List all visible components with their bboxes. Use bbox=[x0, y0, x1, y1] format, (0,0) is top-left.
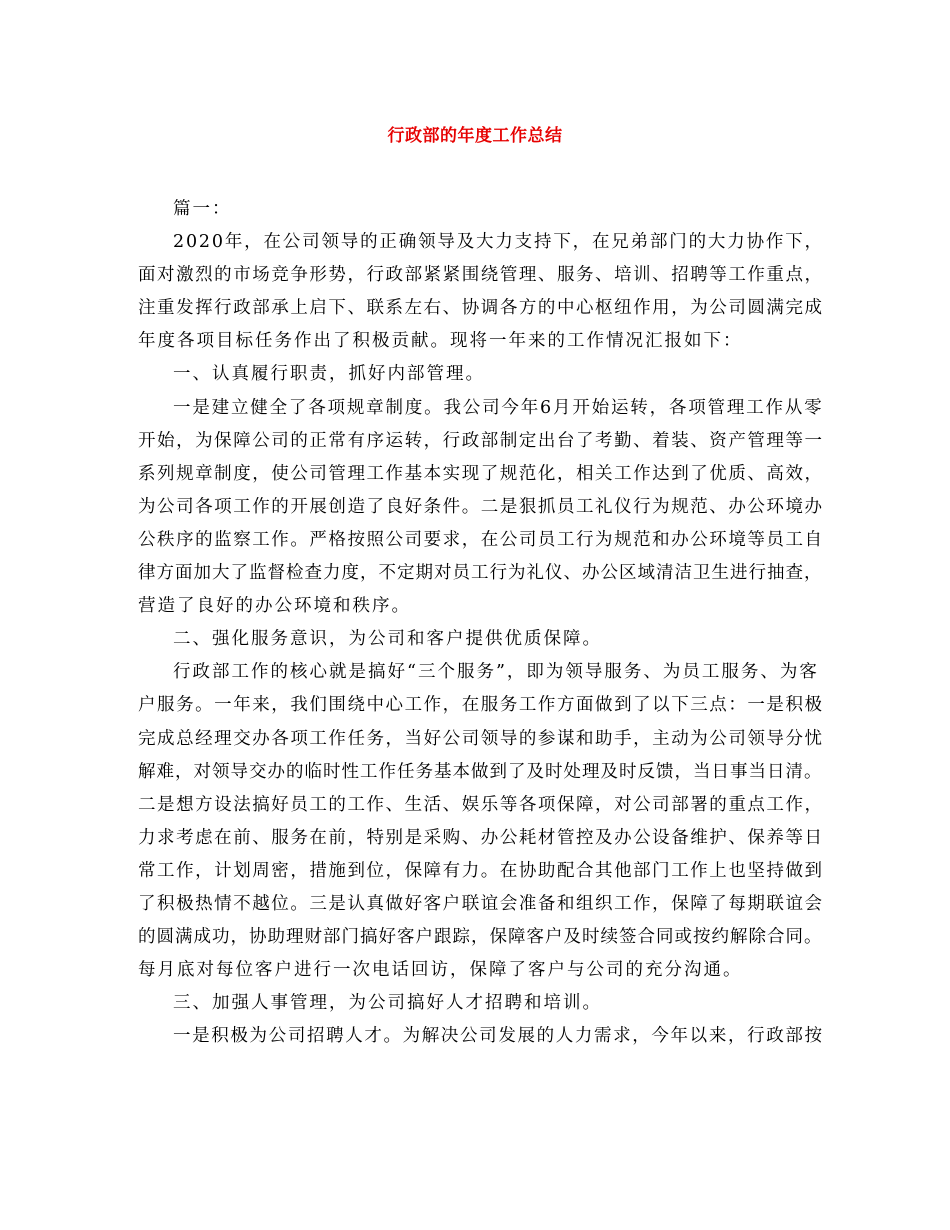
body-line: 面对激烈的市场竞争形势，行政部紧紧围绕管理、服务、培训、招聘等工作重点， bbox=[138, 265, 824, 286]
body-line: 营造了良好的办公环境和秩序。 bbox=[138, 596, 411, 617]
body-line: 户服务。一年来，我们围绕中心工作，在服务工作方面做到了以下三点：一是积极 bbox=[138, 695, 824, 716]
document-title: 行政部的年度工作总结 bbox=[387, 126, 563, 146]
body-line: 公秩序的监察工作。严格按照公司要求，在公司员工行为规范和办公环境等员工自 bbox=[138, 529, 824, 550]
body-line: 系列规章制度，使公司管理工作基本实现了规范化，相关工作达到了优质、高效， bbox=[138, 463, 824, 484]
body-line: 律方面加大了监督检查力度，不定期对员工行为礼仪、办公区域清洁卫生进行抽查， bbox=[138, 563, 823, 584]
body-line: 三、加强人事管理，为公司搞好人才招聘和培训。 bbox=[173, 993, 602, 1014]
body-line: 2020年，在公司领导的正确领导及大力支持下，在兄弟部门的大力协作下， bbox=[173, 232, 824, 253]
body-line: 注重发挥行政部承上启下、联系左右、协调各方的中心枢纽作用，为公司圆满完成 bbox=[138, 298, 824, 319]
body-line: 篇一： bbox=[173, 199, 232, 219]
body-line: 力求考虑在前、服务在前，特别是采购、办公耗材管控及办公设备维护、保养等日 bbox=[138, 827, 824, 848]
body-line: 了积极热情不越位。三是认真做好客户联谊会准备和组织工作，保障了每期联谊会 bbox=[138, 893, 824, 914]
body-line: 为公司各项工作的开展创造了良好条件。二是狠抓员工礼仪行为规范、办公环境办 bbox=[138, 496, 824, 517]
body-line: 开始，为保障公司的正常有序运转，行政部制定出台了考勤、着装、资产管理等一 bbox=[138, 430, 824, 451]
body-line: 一是积极为公司招聘人才。为解决公司发展的人力需求，今年以来，行政部按 bbox=[173, 1026, 824, 1047]
body-line: 常工作，计划周密，措施到位，保障有力。在协助配合其他部门工作上也坚持做到 bbox=[138, 860, 824, 881]
document-body bbox=[138, 193, 822, 1053]
body-line: 年度各项目标任务作出了积极贡献。现将一年来的工作情况汇报如下： bbox=[138, 331, 743, 352]
body-line: 一、认真履行职责，抓好内部管理。 bbox=[173, 364, 485, 385]
body-line: 二、强化服务意识，为公司和客户提供优质保障。 bbox=[173, 629, 602, 650]
body-line: 一是建立健全了各项规章制度。我公司今年6月开始运转，各项管理工作从零 bbox=[173, 397, 824, 418]
body-line: 每月底对每位客户进行一次电话回访，保障了客户与公司的充分沟通。 bbox=[138, 960, 743, 981]
body-line: 解难，对领导交办的临时性工作任务基本做到了及时处理及时反馈，当日事当日清。 bbox=[138, 761, 823, 782]
body-line: 完成总经理交办各项工作任务，当好公司领导的参谋和助手，主动为公司领导分忧 bbox=[138, 728, 824, 749]
body-line: 二是想方设法搞好员工的工作、生活、娱乐等各项保障，对公司部署的重点工作， bbox=[138, 794, 824, 815]
body-line: 行政部工作的核心就是搞好“三个服务”，即为领导服务、为员工服务、为客 bbox=[173, 662, 819, 683]
body-line: 的圆满成功，协助理财部门搞好客户跟踪，保障客户及时续签合同或按约解除合同。 bbox=[138, 927, 823, 948]
